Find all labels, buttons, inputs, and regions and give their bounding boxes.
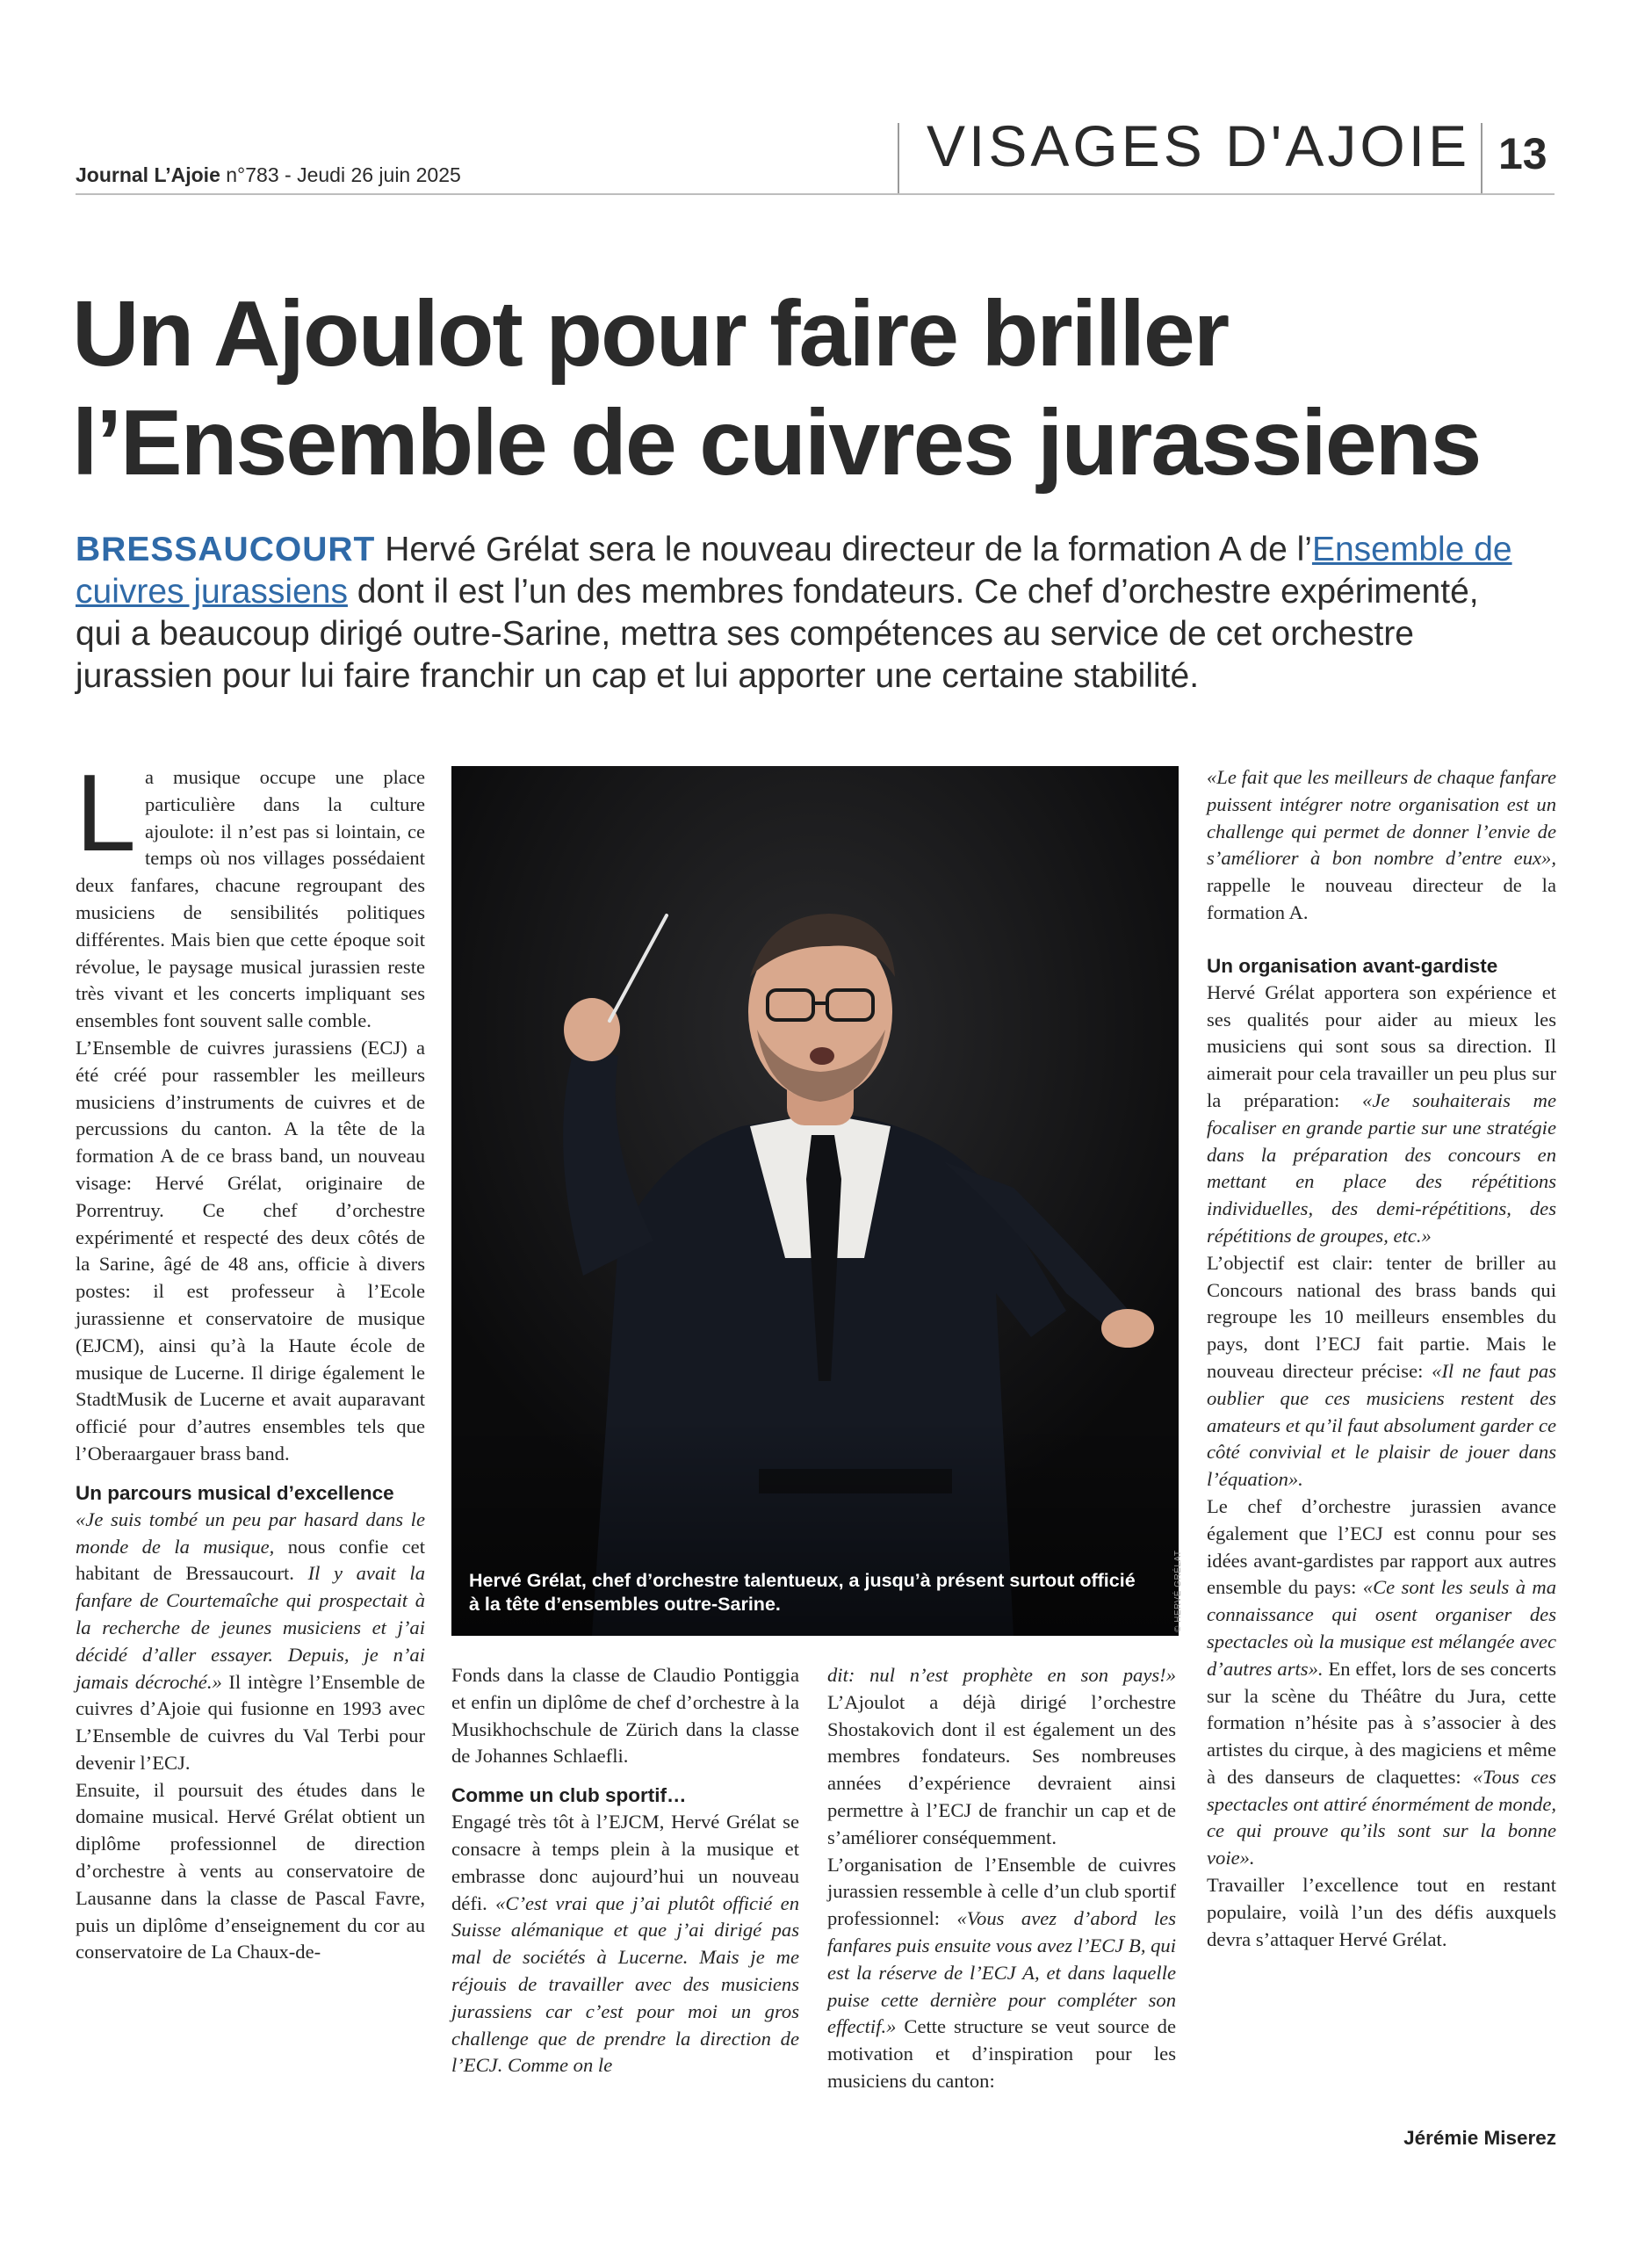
paragraph-text: L’organisation de l’Ensemble de cuivres jurassien ressemble à celle d’un club sportif professionnel: [827,1853,1176,1930]
conductor-photo [451,766,1179,1636]
quote: «Vous avez d’abord les fanfares puis ensuite vous avez l’ECJ B, qui est la réserve de l’ECJ A, et dans laquelle puise cette dernière pour compléter son effectif.» [827,1907,1177,2038]
quote: «Ce sont les seuls à ma connaissance qui osent organiser des spectacles où la musique est mélangée avec d’autres arts». [1207,1576,1556,1680]
section-divider [898,123,899,193]
issue-info: n°783 - Jeudi 26 juin 2025 [220,163,461,186]
quote: «C’est vrai que j’ai plutôt officié en Suisse alémanique et que j’ai dirigé pas mal de sociétés à Lucerne. Mais je me réjouis de travailler avec des musiciens jurassiens car c’est pour moi un gros challenge que de prendre la direction de l’ECJ. Comme on le [451,1891,799,2077]
quote: «Il ne faut pas oublier que ces musiciens restent des amateurs et qu’il faut absolument garder ce côté convivial et le plaisir de jouer dans l’équation». [1207,1359,1556,1491]
paragraph [1207,980,1556,1250]
paragraph: Travailler l’excellence tout en restant populaire, voilà l’un des défis auxquels devra s’attaquer Hervé Grélat. [1207,1874,1556,1950]
headline-line-1: Un Ajoulot pour faire briller [72,282,1229,386]
paragraph [1207,1250,1556,1493]
paragraph-text: L’objectif est clair: tenter de briller au Concours national des brass bands qui regroupe les 10 meilleurs ensembles du pays, dont l’ECJ fait partie. Mais le nouveau directeur précise: [1207,1251,1556,1382]
journal-issue-line [76,163,461,187]
lead-text-1: Hervé Grélat sera le nouveau directeur de la formation A de l’ [375,531,1312,568]
paragraph [827,1662,1176,1852]
article-column-2 [451,1662,799,2079]
subheading: Comme un club sportif… [451,1784,687,1807]
quote: «Je suis tombé un peu par hasard dans le monde de la musique, [76,1508,425,1558]
paragraph-text: Hervé Grélat apportera son expérience et ses qualités pour aider au mieux les musiciens qui sont sous sa direction. Il aimerait pour cela travailler un peu plus sur la préparation: [1207,980,1556,1111]
quote: «Le fait que les meilleurs de chaque fanfare puissent intégrer notre organisation est un challenge qui permet de donner l’envie de s’améliorer à bon nombre d’entre eux», [1207,766,1556,870]
article-column-1 [76,753,425,1966]
article-headline [72,279,1583,497]
subheading: Un parcours musical d’excellence [76,1481,394,1504]
paragraph-text: Cette structure se veut source de motivation et d’inspiration pour les musiciens du canton: [827,2015,1176,2092]
paragraph-text: En effet, lors de ses concerts sur la scène du Théâtre du Jura, cette formation n’hésite pas à s’associer à des artistes du cirque, à des magiciens et même à des danseurs de claquettes: [1207,1657,1556,1788]
paragraph-text: Il intègre l’Ensemble de cuivres d’Ajoie qui fusionne en 1993 avec L’Ensemble de cuivres du Val Terbi pour devenir l’ECJ. [76,1670,425,1774]
paragraph-text: L’Ajoulot a déjà dirigé l’orchestre Shostakovich dont il est également un des membres fondateurs. Ses nombreuses années d’expérience devraient ainsi permettre à l’ECJ de franchir un cap et de s’améliorer conséquemment. [827,1690,1176,1848]
paragraph-text: nous confie cet habitant de Bressaucourt. [76,1535,425,1585]
lead-kicker: BRESSAUCOURT [76,531,376,568]
quote: dit: nul n’est prophète en son pays!» [827,1664,1176,1686]
paragraph: Ensuite, il poursuit des études dans le domaine musical. Hervé Grélat obtient un diplôme professionnel de direction d’orchestre à vents au conservatoire de Lausanne dans la classe de Pascal Favre, puis un diplôme d’enseignement du cor au conservatoire de La Chaux-de- [76,1778,425,1963]
journal-name: Journal L’Ajoie [76,163,220,186]
paragraph-text: Engagé très tôt à l’EJCM, Hervé Grélat se consacre à temps plein à la musique et embrasse donc aujourd’hui un nouveau défi. [451,1811,799,1914]
quote: «Je souhaiterais me focaliser en grande partie sur une stratégie dans la préparation des concours en mettant en place des répétitions individuelles, des demi-répétitions, des répétitions de groupes, etc.» [1207,1088,1556,1247]
quote: Il y avait la fanfare de Courtemaîche qui prospectait à la recherche de jeunes musiciens et j’ai décidé d’aller essayer. Depuis, je n’ai jamais décroché.» [76,1562,425,1693]
paragraph [76,753,425,1035]
article-column-4 [1207,764,1556,1953]
paragraph [1207,764,1556,927]
author-byline: Jérémie Miserez [1403,2127,1556,2149]
conductor-illustration [451,766,1179,1636]
paragraph [827,1852,1176,2095]
photo-caption: Hervé Grélat, chef d’orchestre talentueux, a jusqu’à présent surtout officié à la tête d’ensembles outre-Sarine. [469,1570,1136,1615]
paragraph-text: a musique occupe une place particulière dans la culture ajoulote: il n’est pas si lointain, ce temps où nos villages possédaient deux fanfares, chacune regroupant des musiciens de sensibilités politiques différentes. Mais bien que cette époque soit révolue, le paysage musical jurassien reste très vivant et les concerts impliquant ses ensembles font souvent salle comble. [76,766,425,1032]
quote: «Tous ces spectacles ont attiré énormément de monde, ce qui prouve qu’ils sont sur la bonne voie». [1207,1765,1556,1869]
paragraph [76,1507,425,1777]
ecj-link[interactable]: Ensemble de cuivres jurassiens [76,531,1512,611]
paragraph: L’Ensemble de cuivres jurassiens (ECJ) a été créé pour rassembler les meilleurs musiciens d’instruments de cuivres et de percussions du canton. A la tête de la formation A de ce brass band, un nouveau visage: Hervé Grélat, originaire de Porrentruy. Ce chef d’orchestre expérimenté et respecté des deux côtés de la Sarine, âgé de 48 ans, officie à divers postes: il est professeur à l’Ecole jurassienne et conservatoire de musique (EJCM), ainsi qu’à la Haute école de musique de Lucerne. Il dirige également le StadtMusik de Lucerne et avait auparavant officié pour d’autres ensembles tels que l’Oberaargauer brass band. [76,1036,425,1464]
page-number-divider [1481,123,1482,193]
paragraph-text: rappelle le nouveau directeur de la formation A. [1207,874,1556,923]
headline-line-2: l’Ensemble de cuivres jurassiens [72,391,1481,495]
paragraph [451,1809,799,2079]
paragraph-text: Le chef d’orchestre jurassien avance également que l’ECJ est connu pour ses idées avant-gardistes par rapport aux autres ensemble du pays: [1207,1494,1556,1599]
header-rule [76,193,1555,195]
photo-credit: © HERVÉ GRÉLAT [1173,1550,1183,1632]
subheading: Un organisation avant-gardiste [1207,954,1498,977]
lead-text-2: dont il est l’un des membres fondateurs. Ce chef d’orchestre expérimenté, qui a beaucoup dirigé outre-Sarine, mettra ses compétences au service de cet orchestre jurassien pour lui faire franchir un cap et lui apporter une certaine stabilité. [76,573,1479,695]
article-column-3 [827,1662,1176,2095]
section-title: VISAGES D'AJOIE [927,113,1471,178]
page-number: 13 [1498,129,1547,178]
drop-cap: L [76,753,136,874]
article-lead [76,529,1525,698]
paragraph: Fonds dans la classe de Claudio Pontiggia et enfin un diplôme de chef d’orchestre à la Musikhochschule de Zürich dans la classe de Johannes Schlaefli. [451,1664,799,1768]
paragraph [1207,1493,1556,1872]
